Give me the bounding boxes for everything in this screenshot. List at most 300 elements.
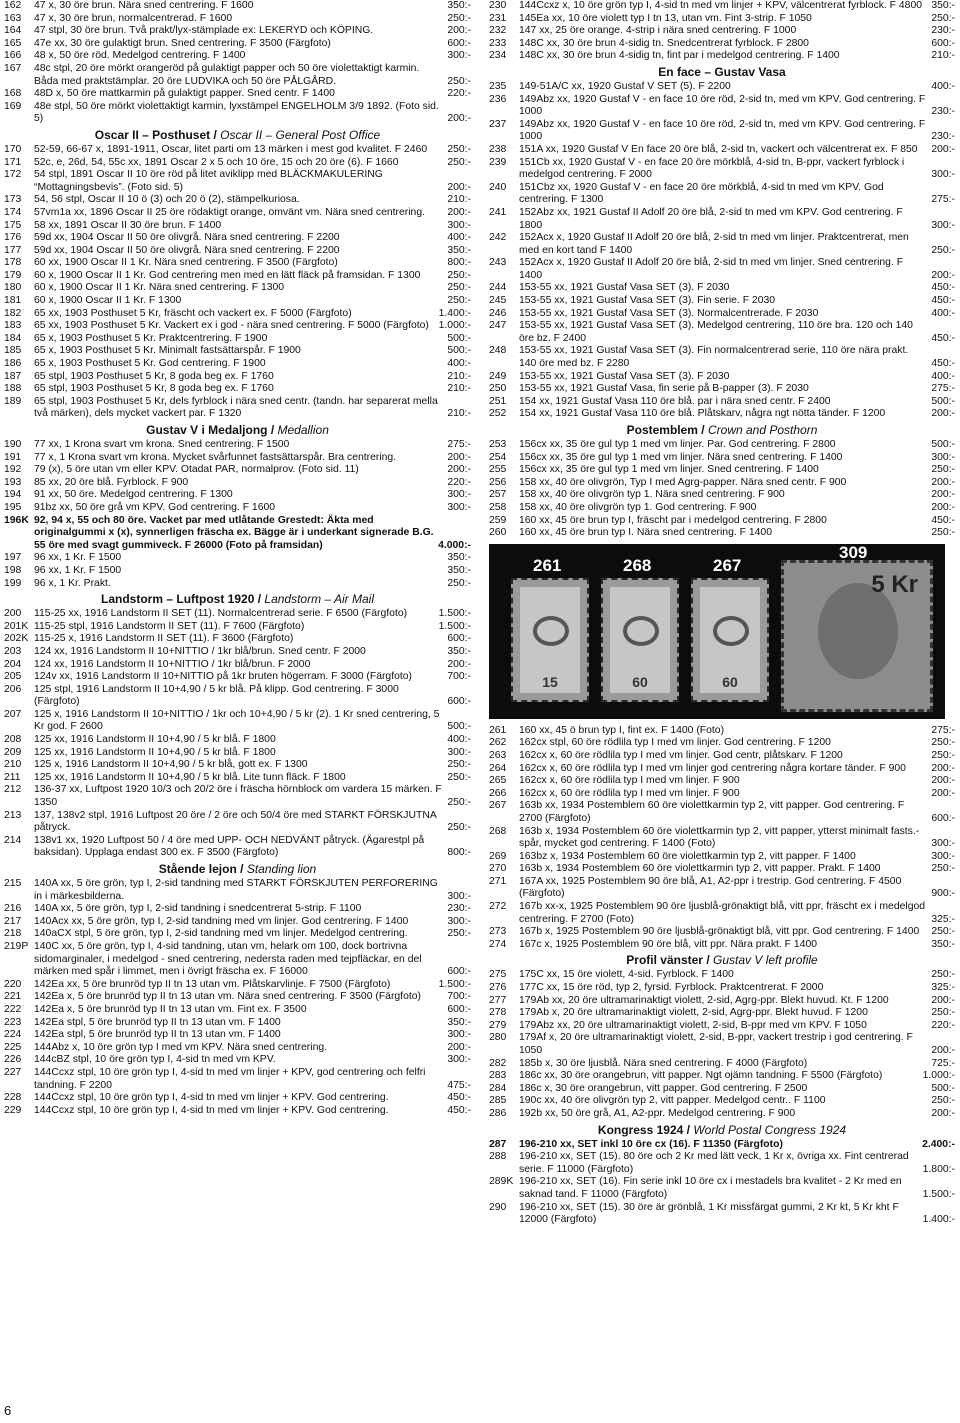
lot-description: 65 stpl, 1903 Posthuset 5 Kr, dels fyrblock i nära sned centr. (tandn. har separerat mella två märken), dels mycket vackert par. F 1320 [34,395,438,420]
section-subtitle: Standing lion [246,862,317,876]
lot-price: 200:- [447,25,471,37]
lot-number: 200 [4,608,22,620]
lot-description: 54 stpl, 1891 Oscar II 10 öre röd på litet aviklipp med BLÄCKMAKULERING “Mottagningsbevis”. (Foto sid. 5) [34,169,383,193]
lot-number: 182 [4,307,22,319]
lot-number: 268 [489,825,507,837]
lot-description: 142Ea stpl, 5 öre brunröd typ II tn 13 utan vm. F 1400 [34,1016,281,1028]
lot-row [489,876,955,901]
lot-price: 4.000:- [438,539,471,551]
stamp-value: 15 [542,673,558,690]
lot-price: 250:- [931,464,955,476]
lot-price: 210:- [447,408,471,420]
lot-row [489,308,955,321]
lot-row [4,464,471,477]
lot-number: 257 [489,489,507,501]
lot-number: 177 [4,244,22,256]
lot-number: 203 [4,645,22,657]
lot-description: 60 x, 1900 Oscar II 1 Kr. Nära sned centrering. F 1300 [34,282,285,294]
lot-row [4,633,471,646]
lot-description: 92, 94 x, 55 och 80 öre. Vacket par med utlåtande Grestedt: Äkta med originalgummi x (x), synnerligen fräscha ex. Bägge är i underkant signerade B.G. 55 öre med svagt gummiveck. F 26000 (Foto på framsidan) [34,514,434,551]
lot-row [489,371,955,384]
lot-row [4,1042,471,1055]
lot-description: 48c stpl, 20 öre mörkt orangeröd på gulaktigt papper och 50 öre violettaktigt karmin. Båda med praktstämplar. 20 öre LUDVIKA och 50 öre PÅLGÅRD. [34,62,420,87]
lot-number: 215 [4,878,22,889]
lot-description: 77 xx, 1 Krona svart vm krona. Sned centrering. F 1500 [34,439,290,450]
lot-number: 179 [4,269,22,281]
lot-row [4,608,471,621]
lot-description: 149Abz xx, 1920 Gustaf V - en face 10 öre röd, 2-sid tn, med vm KPV. God centrering. F 1000 [519,118,926,143]
lot-row [489,383,955,396]
lot-number: 265 [489,775,507,787]
lot-number: 208 [4,734,22,746]
lot-description: 149-51A/C xx, 1920 Gustaf V SET (5). F 2200 [519,80,731,92]
lot-row [4,345,471,358]
lot-description: 142Ea xx, 5 öre brunröd typ II tn 13 utan vm. Plåtskarvlinje. F 7500 (Färgfoto) [34,978,391,990]
section-title: Landstorm – Luftpost 1920 [101,592,255,607]
section-title: Stående lejon [158,862,237,876]
lot-price: 200:- [931,787,955,799]
lot-row [489,157,955,182]
lot-row [489,1032,955,1057]
lot-price: 725:- [931,1057,955,1069]
lot-row [4,1029,471,1042]
lot-price: 200:- [931,762,955,774]
lot-number: 237 [489,118,507,130]
lot-row [489,25,955,38]
lot-price: 250:- [931,926,955,938]
lot-number: 227 [4,1066,22,1078]
lot-number: 221 [4,991,22,1003]
lot-price: 350:- [447,1016,471,1028]
lot-price: 200:- [931,1107,955,1119]
lot-number: 288 [489,1151,507,1163]
lot-price: 1.500:- [438,620,471,632]
lot-number: 284 [489,1082,507,1094]
lot-row [4,684,471,709]
lot-number: 231 [489,12,507,24]
lot-description: 125 x, 1916 Landstorm II 10+NITTIO / 1kr och 10+4,90 / 5 kr (2). 1 Kr sned centrering, 5 Kr god. F 2600 [34,708,440,733]
lot-description: 115-25 x, 1916 Landstorm II SET (11). F 3600 (Färgfoto) [34,633,294,645]
lot-row [489,295,955,308]
lot-description: 162cx x, 60 öre rödlila typ I med vm linjer. F 900 [519,775,740,787]
lot-description: 140A xx, 5 öre grön, typ I, 2-sid tandning med STARKT FÖRSKJUTEN PERFORERING in i märkesbilderna. [34,878,438,902]
lot-number: 214 [4,834,22,846]
lot-price: 300:- [931,169,955,181]
lot-description: 140Acx xx, 5 öre grön, typ I, 2-sid tandning med vm linjer. God centrering. F 1400 [34,915,409,927]
lot-number: 286 [489,1107,507,1119]
lot-price: 1.500:- [922,1188,955,1200]
lot-price: 230:- [931,131,955,143]
lot-number: 181 [4,295,22,307]
lot-row [4,621,471,634]
lot-row [489,1139,955,1152]
lot-row [4,903,471,916]
lot-row [489,38,955,51]
lot-number: 226 [4,1054,22,1066]
lot-description: 140aCX stpl, 5 öre grön, typ I, 2-sid tandning med vm linjer. Medelgod centrering. [34,928,408,940]
lot-row [489,527,955,540]
section-subtitle: Landstorm – Air Mail [264,592,374,607]
portrait-stamp [781,560,933,712]
lot-row [489,1095,955,1108]
lot-number: 232 [489,25,507,37]
lot-number: 207 [4,708,22,720]
lot-description: 138v1 xx, 1920 Luftpost 50 / 4 öre med UPP- OCH NEDVÄNT påtryck. (Ägarestpl på baksidan). Upplaga endast 300 ex. F 3500 (Färgfoto) [34,834,425,859]
lot-number: 256 [489,476,507,488]
lot-price: 600:- [931,812,955,824]
lot-description: 152Acx x, 1920 Gustaf II Adolf 20 öre blå, 2-sid tn med vm linjer. Sned centrering. F 1400 [519,257,904,281]
lot-description: 65 xx, 1903 Posthuset 5 Kr. Vackert ex i god - nära sned centrering. F 5000 (Färgfoto) [34,320,429,332]
lot-number: 212 [4,784,22,796]
lot-price: 250:- [447,822,471,834]
lot-row [4,169,471,194]
lot-number: 246 [489,307,507,319]
lot-row [4,282,471,295]
lot-row [4,835,471,860]
lot-row [4,270,471,283]
lot-row [4,371,471,384]
lot-row [4,941,471,979]
lot-price: 1.000:- [922,1070,955,1082]
lot-number: 173 [4,194,22,206]
section-title: Kongress 1924 [597,1122,684,1137]
lot-number: 205 [4,671,22,683]
lot-price: 700:- [447,671,471,683]
lot-number: 275 [489,969,507,981]
lot-description: 124 xx, 1916 Landstorm II 10+NITTIO / 1kr blå/brun. F 2000 [34,658,311,670]
lot-description: 65 x, 1903 Posthuset 5 Kr. Minimalt fastsättarspår. F 1900 [34,345,301,357]
lot-row [4,772,471,785]
lot-description: 59d xx, 1904 Oscar II 50 öre olivgrå. Nära sned centrering. F 2200 [34,232,340,244]
lot-row [4,194,471,207]
lot-price: 250:- [931,244,955,256]
lot-number: 242 [489,232,507,244]
lot-description: 151A xx, 1920 Gustaf V En face 20 öre blå, 2-sid tn, vackert och välcentrerat ex. F 850 [519,143,918,155]
lot-number: 274 [489,938,507,950]
lot-row [4,101,471,126]
lot-price: 400:- [447,232,471,244]
lot-price: 350:- [931,938,955,950]
lot-number: 217 [4,915,22,927]
lot-description: 91 xx, 50 öre. Medelgod centrering. F 1300 [34,489,233,501]
lot-description: 115-25 stpl, 1916 Landstorm II SET (11). F 7600 (Färgfoto) [34,620,305,632]
lot-number: 249 [489,370,507,382]
section-heading: Postemblem / Crown and Posthorn [626,423,818,437]
lot-price: 220:- [931,1019,955,1031]
lot-description: 153-55 xx, 1921 Gustaf Vasa SET (3). F 2030 [519,282,730,294]
lot-price: 200:- [447,1041,471,1053]
lot-price: 600:- [447,966,471,978]
lot-number: 266 [489,787,507,799]
lot-number: 162 [4,0,22,11]
section-subtitle: Oscar II – General Post Office [220,127,381,142]
lot-number: 258 [489,501,507,513]
lot-description: 79 (x), 5 öre utan vm eller KPV. Otadat PAR, normalprov. (Foto sid. 11) [34,464,359,476]
lot-row [489,94,955,119]
lot-number: 263 [489,749,507,761]
section-subtitle: Crown and Posthorn [707,423,818,437]
lot-description: 149Abz xx, 1920 Gustaf V - en face 10 öre röd, 2-sid tn, med vm KPV. God centrering. F 1000 [519,93,926,118]
lot-row [489,144,955,157]
lot-description: 154 xx, 1921 Gustaf Vasa 110 öre blå. par i nära sned centr. F 2400 [519,395,831,407]
lot-row [4,784,471,809]
lot-description: 152Acx x, 1920 Gustaf II Adolf 20 öre blå, 2-sid tn med vm linjer. Praktcentrerat, men med en kort tand F 1400 [519,232,909,256]
lot-row [4,383,471,396]
lot-row [489,515,955,528]
lot-description: 125 stpl, 1916 Landstorm II 10+4,90 / 5 kr blå. På klipp. God centrering. F 3000 (Färgfoto) [34,683,399,708]
lot-price: 275:- [447,439,471,450]
lot-price: 250:- [931,863,955,875]
lot-description: 160 xx, 45 ö brun typ I, fint ex. F 1400 (Foto) [519,724,725,736]
lot-number: 290 [489,1201,507,1213]
stamp-photo [489,544,945,719]
lot-number: 234 [489,50,507,62]
lot-number: 233 [489,37,507,49]
lot-description: 142Ea stpl, 5 öre brunröd typ II tn 13 utan vm. F 1400 [34,1029,281,1041]
lot-row [489,1083,955,1096]
lot-price: 600:- [931,37,955,49]
lot-row [489,207,955,232]
lot-price: 350:- [447,0,471,11]
lot-number: 171 [4,156,22,168]
lot-number: 183 [4,320,22,332]
lot-price: 500:- [931,395,955,407]
lot-number: 170 [4,143,22,155]
lot-row [489,969,955,982]
lot-description: 152Abz xx, 1921 Gustaf II Adolf 20 öre blå, 2-sid tn med vm KPV. God centrering. F 1800 [519,206,903,231]
stamp-image [601,578,679,702]
right-column [489,0,955,1227]
lot-row [489,939,955,952]
lot-number: 172 [4,169,22,181]
lot-description: 153-55 xx, 1921 Gustaf Vasa SET (3). F 2030 [519,370,730,382]
lot-row [489,1070,955,1083]
lot-price: 400:- [931,307,955,319]
lot-description: 65 stpl, 1903 Posthuset 5 Kr, 8 goda beg ex. F 1760 [34,383,274,395]
lot-number: 243 [489,257,507,269]
lot-number: 209 [4,746,22,758]
lot-description: 190c xx, 40 öre olivgrön typ 2, vitt papper. Medelgod centr.. F 1100 [519,1095,826,1107]
lot-price: 250:- [447,269,471,281]
lot-description: 179Ab x, 20 öre ultramarinaktigt violett, 2-sid, Agrg-ppr. Blekt huvud. F 1200 [519,1007,868,1019]
lot-description: 59d xx, 1904 Oscar II 50 öre olivgrå. Nära sned centrering. F 2200 [34,244,340,256]
lot-number: 185 [4,345,22,357]
lot-price: 220:- [447,476,471,488]
lot-price: 210:- [931,50,955,62]
lot-price: 250:- [931,1095,955,1107]
lot-price: 300:- [931,850,955,862]
lot-number: 191 [4,451,22,463]
lot-description: 144Ccxz x, 10 öre grön typ I, 4-sid tn med vm linjer + KPV, välcentrerat fyrblock. F 4800 [519,0,923,11]
lot-description: 124v xx, 1916 Landstorm II 10+NITTIO på 1kr bruten högerram. F 3000 (Färgfoto) [34,671,413,683]
lot-description: 196-210 xx, SET (16). Fin serie inkl 10 öre cx i mestadels bra kvalitet - 2 Kr med en saknad tand. F 11000 (Färgfoto) [519,1176,902,1200]
lot-price: 250:- [447,282,471,294]
lot-description: 65 stpl, 1903 Posthuset 5 Kr, 8 goda beg ex. F 1760 [34,370,274,382]
lot-price: 600:- [447,696,471,708]
lot-description: 148C xx, 30 öre brun 4-sidig tn. Snedcentrerat fyrblock. F 2800 [519,37,809,49]
lot-price: 1.800:- [922,1163,955,1175]
lot-price: 250:- [447,797,471,809]
lot-price: 400:- [447,358,471,370]
lot-row [489,345,955,370]
lot-price: 1.500:- [438,608,471,620]
lot-price: 500:- [447,721,471,733]
lot-row [489,1176,955,1201]
lot-price: 200:- [931,476,955,488]
lot-price: 200:- [447,113,471,125]
lot-number: 259 [489,514,507,526]
lot-row [4,515,471,553]
lot-row [489,1202,955,1227]
lot-row [489,737,955,750]
lot-price: 1.400:- [922,1214,955,1226]
lot-description: 160 xx, 45 öre brun typ I, fräscht par i medelgod centrering. F 2800 [519,514,827,526]
lot-number: 175 [4,219,22,231]
lot-row [489,182,955,207]
photo-label: 267 [713,555,742,575]
lot-row [4,878,471,903]
lot-number: 225 [4,1041,22,1053]
lot-number: 241 [489,206,507,218]
lot-price: 300:- [447,915,471,927]
lot-number: 272 [489,901,507,913]
lot-row [4,358,471,371]
lot-price: 250:- [931,969,955,981]
lot-row [489,13,955,26]
lot-description: 186c xx, 30 öre orangebrun, vitt papper. Ngt ojämn tandning. F 5500 (Färgfoto) [519,1070,883,1082]
section-subtitle: Gustav V left profile [713,953,818,968]
lot-row [4,1092,471,1105]
lot-number: 166 [4,50,22,62]
lot-row [489,408,955,421]
lot-row [4,1054,471,1067]
lot-row [4,747,471,760]
lot-price: 200:- [931,408,955,420]
lot-number: 193 [4,476,22,488]
lot-number: 218 [4,928,22,940]
lot-price: 300:- [447,501,471,513]
lot-row [4,257,471,270]
section-heading: Profil vänster / Gustav V left profile [626,953,818,968]
lot-description: 60 xx, 1900 Oscar II 1 Kr. Nära sned centrering. F 3500 (Färgfoto) [34,257,338,269]
lot-row [489,477,955,490]
lot-price: 800:- [447,847,471,859]
lot-description: 115-25 xx, 1916 Landstorm II SET (11). Normalcentrerad serie. F 6500 (Färgfoto) [34,608,408,620]
lot-price: 230:- [931,25,955,37]
lot-row [489,763,955,776]
lot-price: 250:- [447,156,471,168]
lot-description: 196-210 xx, SET (15). 80 öre och 2 Kr med lätt veck, 1 Kr x, övriga xx. Fint centrerad serie. F 11000 (Färgfoto) [519,1151,909,1175]
lot-number: 262 [489,737,507,749]
section-title: Oscar II – Posthuset [94,127,211,142]
lot-description: 192b xx, 50 öre grå, A1, A2-ppr. Medelgod centrering. F 900 [519,1107,796,1119]
lot-description: 167b xx-x, 1925 Postemblem 90 öre ljusblå-grönaktigt blå, vitt ppr, fräscht ex i medelgod centrering. F 2700 (Foto) [519,901,926,925]
lot-number: 289K [489,1176,514,1188]
lot-price: 250:- [931,12,955,24]
lot-row [4,1105,471,1118]
lot-row [489,982,955,995]
lot-number: 252 [489,408,507,420]
lot-number: 238 [489,143,507,155]
lot-description: 175C xx, 15 öre violett, 4-sid. Fyrblock. F 1400 [519,969,734,981]
lot-number: 273 [489,926,507,938]
section-heading: Landstorm – Luftpost 1920 / Landstorm – Air Mail [101,592,374,607]
lot-row [489,725,955,738]
section-subtitle: World Postal Congress 1924 [693,1122,847,1137]
lot-price: 1.500:- [438,978,471,990]
lot-row [4,810,471,835]
lot-number: 204 [4,658,22,670]
section-title: Postemblem [626,423,698,437]
lot-description: 144Ccxz stpl, 10 öre grön typ I, 4-sid tn med vm linjer + KPV. God centrering. [34,1092,389,1104]
lot-row [4,13,471,26]
lot-price: 350:- [931,0,955,11]
lot-row [4,646,471,659]
lot-row [4,552,471,565]
lot-number: 260 [489,527,507,539]
lot-row [4,232,471,245]
lot-number: 267 [489,800,507,812]
lot-number: 250 [489,383,507,395]
lot-price: 200:- [931,143,955,155]
lot-description: 162cx x, 60 öre rödlila typ I med vm linjer god centrering några kortare tänder. F 900 [519,762,906,774]
lot-description: 48 x, 50 öre röd. Medelgod centrering. F 1400 [34,50,246,62]
section-title: Gustav V i Medaljong [146,423,268,437]
lot-number: 244 [489,282,507,294]
lot-number: 282 [489,1057,507,1069]
lot-description: 140A xx, 5 öre grön, typ I, 2-sid tandning i snedcentrerat 5-strip. F 1100 [34,903,362,915]
lot-number: 264 [489,762,507,774]
lot-number: 271 [489,875,507,887]
lot-description: 162cx x, 60 öre rödlila typ I med vm linjer. F 900 [519,787,740,799]
lot-price: 450:- [447,1104,471,1116]
lot-row [4,991,471,1004]
lot-description: 153-55 xx, 1921 Gustaf Vasa SET (3). Fin serie. F 2030 [519,295,776,307]
right-top-list [489,0,955,540]
lot-description: 96 xx, 1 Kr. F 1500 [34,564,122,576]
lot-number: 247 [489,320,507,332]
lot-row [4,63,471,88]
lot-price: 250:- [447,928,471,940]
lot-price: 1.400:- [438,307,471,319]
lot-number: 194 [4,489,22,501]
lot-price: 300:- [447,890,471,902]
lot-description: 142Ea x, 5 öre brunröd typ II tn 13 utan vm. Fint ex. F 3500 [34,1003,307,1015]
section-heading [489,65,955,80]
lot-price: 350:- [447,564,471,576]
lot-description: 60 x, 1900 Oscar II 1 Kr. F 1300 [34,295,182,307]
lot-number: 254 [489,451,507,463]
lot-row [489,1020,955,1033]
lot-description: 144Abz x, 10 öre grön typ I med vm KPV. Nära sned centrering. [34,1041,328,1053]
lot-number: 255 [489,464,507,476]
lot-description: 65 x, 1903 Posthuset 5 Kr. Praktcentrering. F 1900 [34,332,268,344]
lot-price: 450:- [931,282,955,294]
lot-number: 285 [489,1095,507,1107]
lot-description: 163b x, 1934 Postemblem 60 öre violettkarmin typ 2, vitt papper. Prakt. F 1400 [519,863,881,875]
lot-row [4,659,471,672]
lot-price: 300:- [447,219,471,231]
section-heading: Stående lejon / Standing lion [158,862,317,876]
section-subtitle: Medallion [277,423,329,437]
lot-price: 600:- [447,1003,471,1015]
lot-row [489,396,955,409]
lot-row [489,926,955,939]
lot-price: 450:- [447,1092,471,1104]
lot-description: 142Ea x, 5 öre brunröd typ II tn 13 utan vm. Nära sned centrering. F 3500 (Färgfoto) [34,991,421,1003]
lot-number: 229 [4,1104,22,1116]
lot-description: 167A xx, 1925 Postemblem 90 öre blå, A1, A2-ppr i trestrip. God centrering. F 4500 (Färgfoto) [519,875,902,900]
